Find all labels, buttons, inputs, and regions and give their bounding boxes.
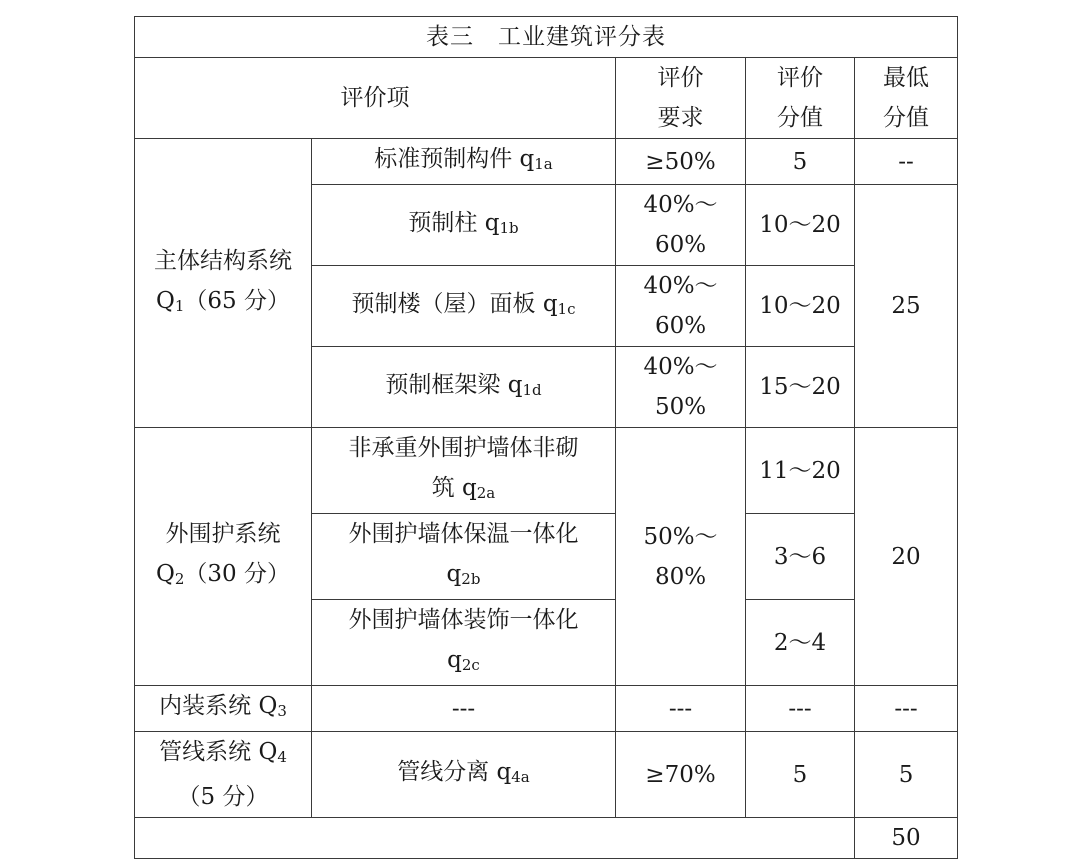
- requirement-cell: 40%～ 50%: [616, 347, 746, 428]
- item-cell: 管线分离 $q_{4a}$: [312, 732, 616, 818]
- score-cell: 10～20: [746, 185, 855, 266]
- table-row: [135, 686, 958, 732]
- requirement-cell: ≥50%: [616, 139, 746, 185]
- table-row: [135, 732, 958, 818]
- group-envelope: 外围护系统 $Q_2(30$ 分）: [135, 428, 312, 686]
- item-cell: 预制框架梁 $q_{1d}$: [312, 347, 616, 428]
- min-score-cell: --: [855, 139, 958, 185]
- total-label-cell: [135, 818, 855, 859]
- score-cell: 2～4: [746, 600, 855, 686]
- total-row: [135, 818, 958, 859]
- total-value: 50: [855, 818, 958, 859]
- requirement-cell: ≥70%: [616, 732, 746, 818]
- table-row: [135, 139, 958, 185]
- item-cell: ---: [312, 686, 616, 732]
- score-cell: 15～20: [746, 347, 855, 428]
- header-min-score: 最低 分值: [855, 58, 958, 139]
- score-cell: 5: [746, 139, 855, 185]
- requirement-cell: 50%～ 80%: [616, 428, 746, 686]
- score-cell: 11～20: [746, 428, 855, 514]
- requirement-cell: 40%～ 60%: [616, 185, 746, 266]
- item-cell: 标准预制构件 $q_{1a}$: [312, 139, 616, 185]
- item-cell: 外围护墙体保温一体化 $q_{2b}$: [312, 514, 616, 600]
- item-cell: 预制柱 $q_{1b}$: [312, 185, 616, 266]
- group-pipeline: 管线系统 $Q_4$ （5 分）: [135, 732, 312, 818]
- min-score-cell: ---: [855, 686, 958, 732]
- item-cell: 外围护墙体装饰一体化 $q_{2c}$: [312, 600, 616, 686]
- header-requirement: 评价 要求: [616, 58, 746, 139]
- requirement-cell: 40%～ 60%: [616, 266, 746, 347]
- score-cell: 5: [746, 732, 855, 818]
- table-row: [135, 428, 958, 514]
- score-cell: 3～6: [746, 514, 855, 600]
- group-interior: 内装系统 $Q_3$: [135, 686, 312, 732]
- header-score: 评价 分值: [746, 58, 855, 139]
- group-main-structure: 主体结构系统 $Q_1(65$ 分）: [135, 139, 312, 428]
- min-score-cell: 25: [855, 185, 958, 428]
- score-cell: 10～20: [746, 266, 855, 347]
- table-title: 表三 工业建筑评分表: [135, 17, 958, 58]
- score-table: [134, 16, 958, 859]
- item-cell: 预制楼（屋）面板 $q_{1c}$: [312, 266, 616, 347]
- min-score-cell: 20: [855, 428, 958, 686]
- requirement-cell: ---: [616, 686, 746, 732]
- min-score-cell: 5: [855, 732, 958, 818]
- header-item: 评价项: [135, 58, 616, 139]
- item-cell: 非承重外围护墙体非砌 筑 $q_{2a}$: [312, 428, 616, 514]
- score-cell: ---: [746, 686, 855, 732]
